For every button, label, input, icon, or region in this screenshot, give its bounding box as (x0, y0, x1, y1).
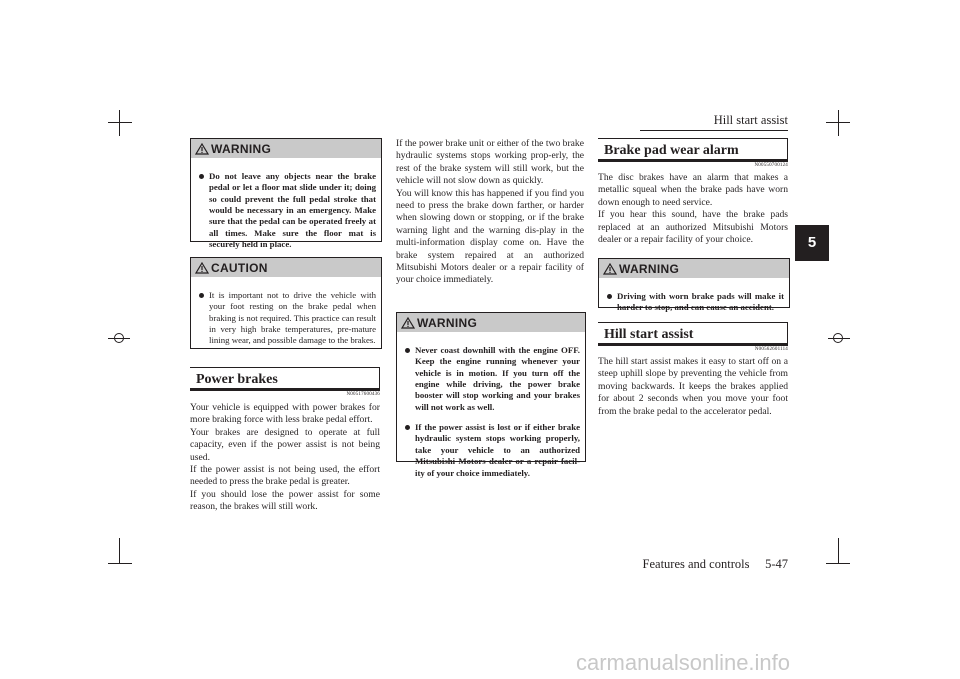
warning-label: WARNING (211, 141, 272, 156)
warning-box (190, 138, 382, 250)
footer-section: Features and controls (642, 557, 750, 571)
warning-triangle-icon (195, 143, 209, 155)
footer-page-number: 5-47 (765, 557, 788, 571)
paragraph: The hill start assist makes it easy to start off on a steep uphill slope by preventing the vehicle from moving backwards. It keeps the brakes applied for about 2 seconds when you move your foot from the brake pedal to the accelerator pedal. (598, 356, 788, 417)
section-title-brake-pad-wear-alarm: Brake pad wear alarm (598, 138, 788, 162)
warning-item: Never coast downhill with the engine OFF. Keep the engine running whenever your vehicle is in motion. If you turn off the engine while driving, the power brake booster will stop working and your brakes will not work as well. (403, 345, 580, 413)
page-header-title: Hill start assist (713, 113, 788, 127)
paragraph: Your vehicle is equipped with power brakes for more braking force with less brake pedal effort. (190, 402, 380, 426)
warning-label: WARNING (417, 315, 478, 330)
section-code: N00550700124 (754, 163, 788, 168)
warning-triangle-icon (401, 317, 415, 329)
warning-box (598, 258, 790, 313)
warning-item: Driving with worn brake pads will make it harder to stop, and can cause an accident. (605, 291, 784, 314)
paragraph: If the power assist is not being used, the effort needed to press the brake pedal is greater. (190, 464, 380, 488)
crop-mark (108, 338, 130, 339)
paragraph: The disc brakes have an alarm that makes a metallic squeal when the brake pads have worn down enough to need service. (598, 172, 788, 208)
caution-header (191, 258, 381, 277)
power-brakes-continued-text (396, 138, 584, 287)
crop-mark (108, 122, 132, 123)
warning-box (396, 312, 586, 478)
section-title-hill-start-assist: Hill start assist (598, 322, 788, 346)
brake-pad-wear-text (598, 172, 788, 246)
paragraph: If you should lose the power assist for some reason, the brakes will still work. (190, 488, 380, 513)
crop-mark (108, 563, 132, 564)
crop-mark (838, 538, 839, 564)
crop-mark (119, 538, 120, 564)
section-code: N00517600436 (346, 392, 380, 397)
warning-label: WARNING (619, 261, 680, 276)
paragraph: You will know this has happened if you find you need to press the brake down farther, or harder when slowing down or stopping, or if the brake warning light and the warning dis-play in the multi-information display come on. Have the brake system repaired at an authorized Mitsubishi Motors dealer or a repair facility of your choice immediately. (396, 187, 584, 286)
caution-item: It is important not to drive the vehicle with your foot resting on the brake pedal when braking is not required. This practice can result in very high brake temperatures, pre-mature lining wear, and possible damage to the brakes. (197, 290, 376, 347)
header-rule (640, 130, 788, 131)
paragraph: If the power brake unit or either of the two brake hydraulic systems stops working prop-erly, the rest of the brake system will still work, but the vehicle will not slow down as quickly. (396, 138, 584, 187)
watermark: carmanualsonline.info (576, 650, 791, 675)
warning-header (599, 259, 789, 278)
paragraph: If you hear this sound, have the brake pads replaced at an authorized Mitsubishi Motors dealer or a repair facility of your choice. (598, 209, 788, 246)
warning-header (397, 313, 585, 332)
crop-mark (826, 563, 850, 564)
section-code: N00562601114 (754, 347, 788, 352)
crop-mark (119, 110, 120, 136)
warning-item: If the power assist is lost or if either brake hydraulic system stops working properly, take your vehicle to an authorized Mitsubishi Motors dealer or a repair facil-ity of your choice immediately. (403, 422, 580, 479)
chapter-tab: 5 (795, 225, 829, 261)
section-title-power-brakes: Power brakes (190, 367, 380, 391)
paragraph: Your brakes are designed to operate at full capacity, even if the power assist is not being used. (190, 426, 380, 463)
warning-header (191, 139, 381, 158)
crop-mark (838, 110, 839, 136)
page-footer (600, 557, 788, 572)
caution-label: CAUTION (211, 260, 268, 275)
hill-start-assist-text (598, 356, 788, 418)
crop-mark (828, 338, 850, 339)
crop-mark (826, 122, 850, 123)
caution-triangle-icon (195, 262, 209, 274)
caution-box (190, 257, 382, 349)
power-brakes-text (190, 402, 380, 514)
warning-item: Do not leave any objects near the brake pedal or let a floor mat slide under it; doing so could prevent the full pedal stroke that would be necessary in an emergency. Make sure that the pedal can be operated freely at all times. Make sure the floor mat is securely held in place. (197, 171, 376, 251)
warning-triangle-icon (603, 263, 617, 275)
